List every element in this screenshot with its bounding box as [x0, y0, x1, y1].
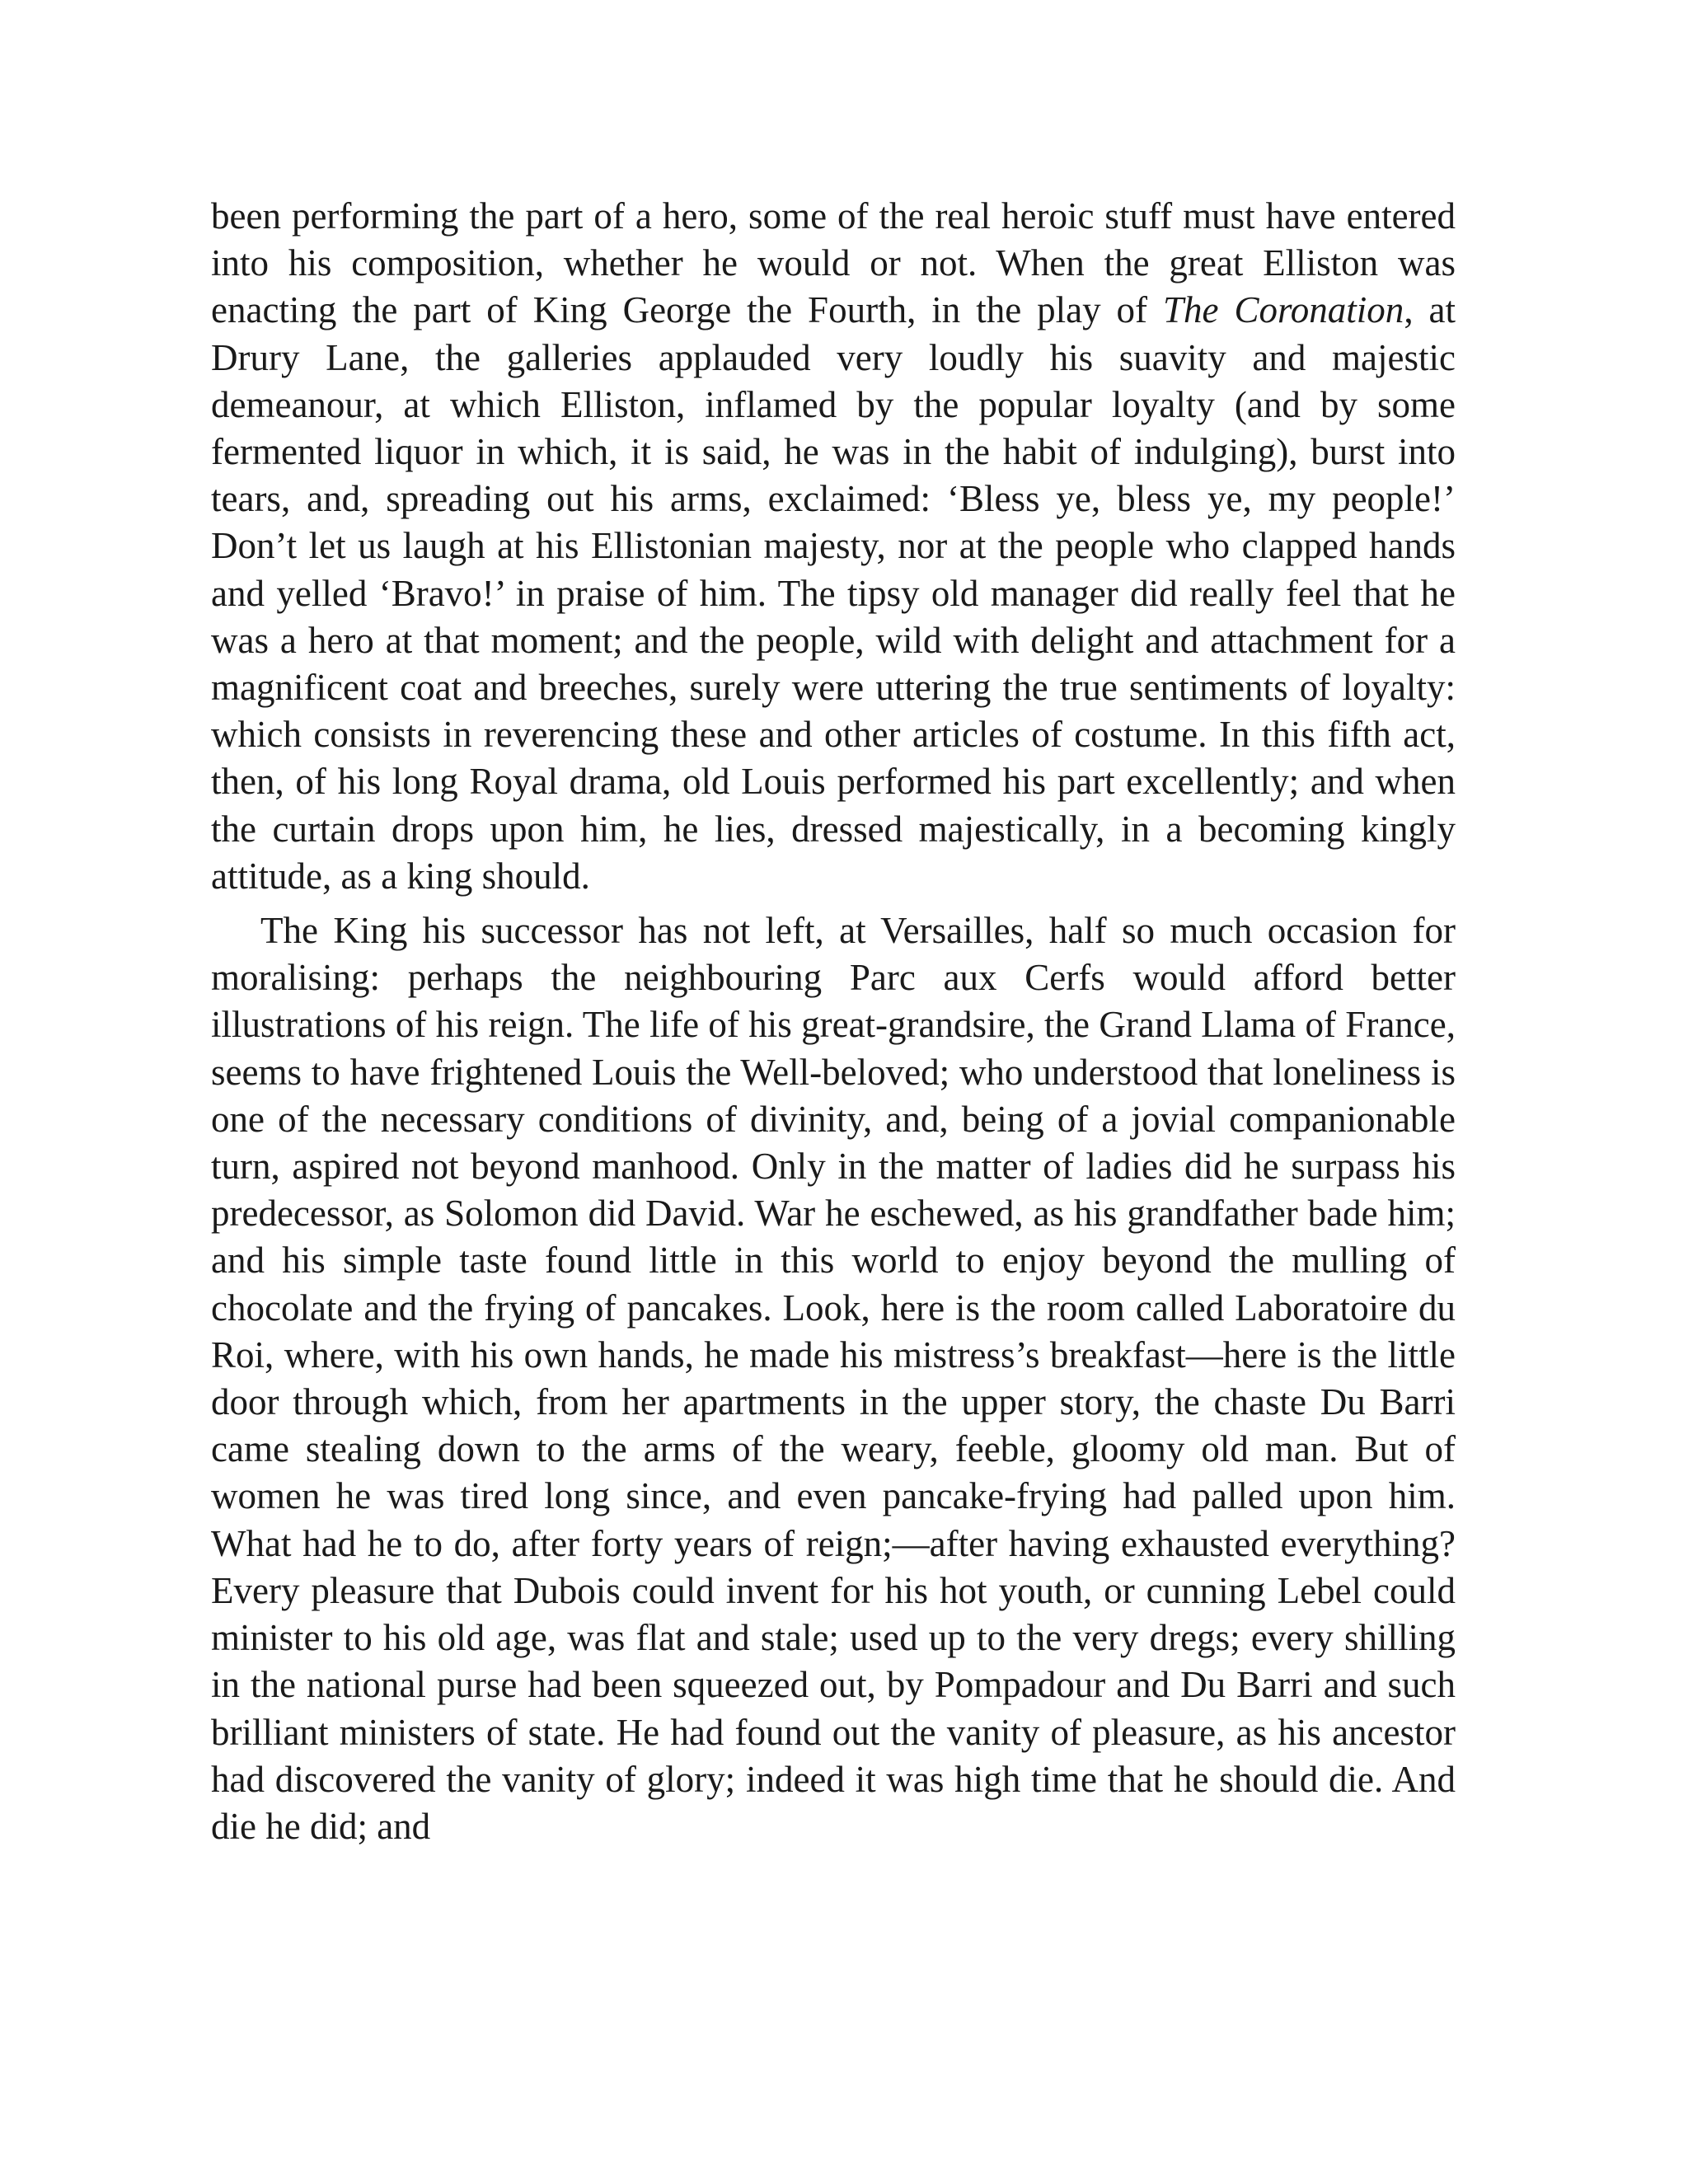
- paragraph-2: The King his successor has not left, at Versailles, half so much occasion for moralising: perhaps the neighbouring Parc aux Cerfs would afford better illustrations of his reign. The life of his great-grandsire, the Grand Llama of France, seems to have frightened Louis the Well-beloved; who understood that loneliness is one of the necessary conditions of divinity, and, being of a jovial companionable turn, aspired not beyond manhood. Only in the matter of ladies did he surpass his predecessor, as Solomon did David. War he eschewed, as his grandfather bade him; and his simple taste found little in this world to enjoy beyond the mulling of chocolate and the frying of pancakes. Look, here is the room called Laboratoire du Roi, where, with his own hands, he made his mistress’s breakfast—here is the little door through which, from her apartments in the upper story, the chaste Du Barri came stealing down to the arms of the weary, feeble, gloomy old man. But of women he was tired long since, and even pancake-frying had palled upon him. What had he to do, after forty years of reign;—after having exhausted everything? Every pleasure that Dubois could invent for his hot youth, or cunning Lebel could minister to his old age, was flat and stale; used up to the very dregs; every shilling in the national purse had been squeezed out, by Pompadour and Du Barri and such brilliant ministers of state. He had found out the vanity of pleasure, as his ancestor had discovered the vanity of glory; indeed it was high time that he should die. And die he did; and: [211, 910, 1456, 1847]
- play-title-italic: The Coronation: [1163, 289, 1404, 331]
- page-body: [211, 193, 1456, 1850]
- paragraph-1-text-end: , at Drury Lane, the galleries applauded very loudly his suavity and majestic demeanour, at which Elliston, inflamed by the popular loyalty (and by some fermented liquor in which, it is said, he was in the habit of indulging), burst into tears, and, spreading out his arms, exclaimed: ‘Bless ye, bless ye, my people!’ Don’t let us laugh at his Ellistonian majesty, nor at the people who clapped hands and yelled ‘Bravo!’ in praise of him. The tipsy old manager did really feel that he was a hero at that moment; and the people, wild with delight and attachment for a magnificent coat and breeches, surely were uttering the true sentiments of loyalty: which consists in reverencing these and other articles of costume. In this fifth act, then, of his long Royal drama, old Louis performed his part excellently; and when the curtain drops upon him, he lies, dressed majestically, in a becoming kingly attitude, as a king should.: [211, 289, 1456, 897]
- paragraph-continued: [211, 193, 1456, 900]
- paragraph-1-text-start: been performing the part of a hero, some of the real heroic stuff must have entered into his composition, whether he would or not. When the great Elliston was enacting the part of King George the Fourth, in the play of: [211, 195, 1456, 331]
